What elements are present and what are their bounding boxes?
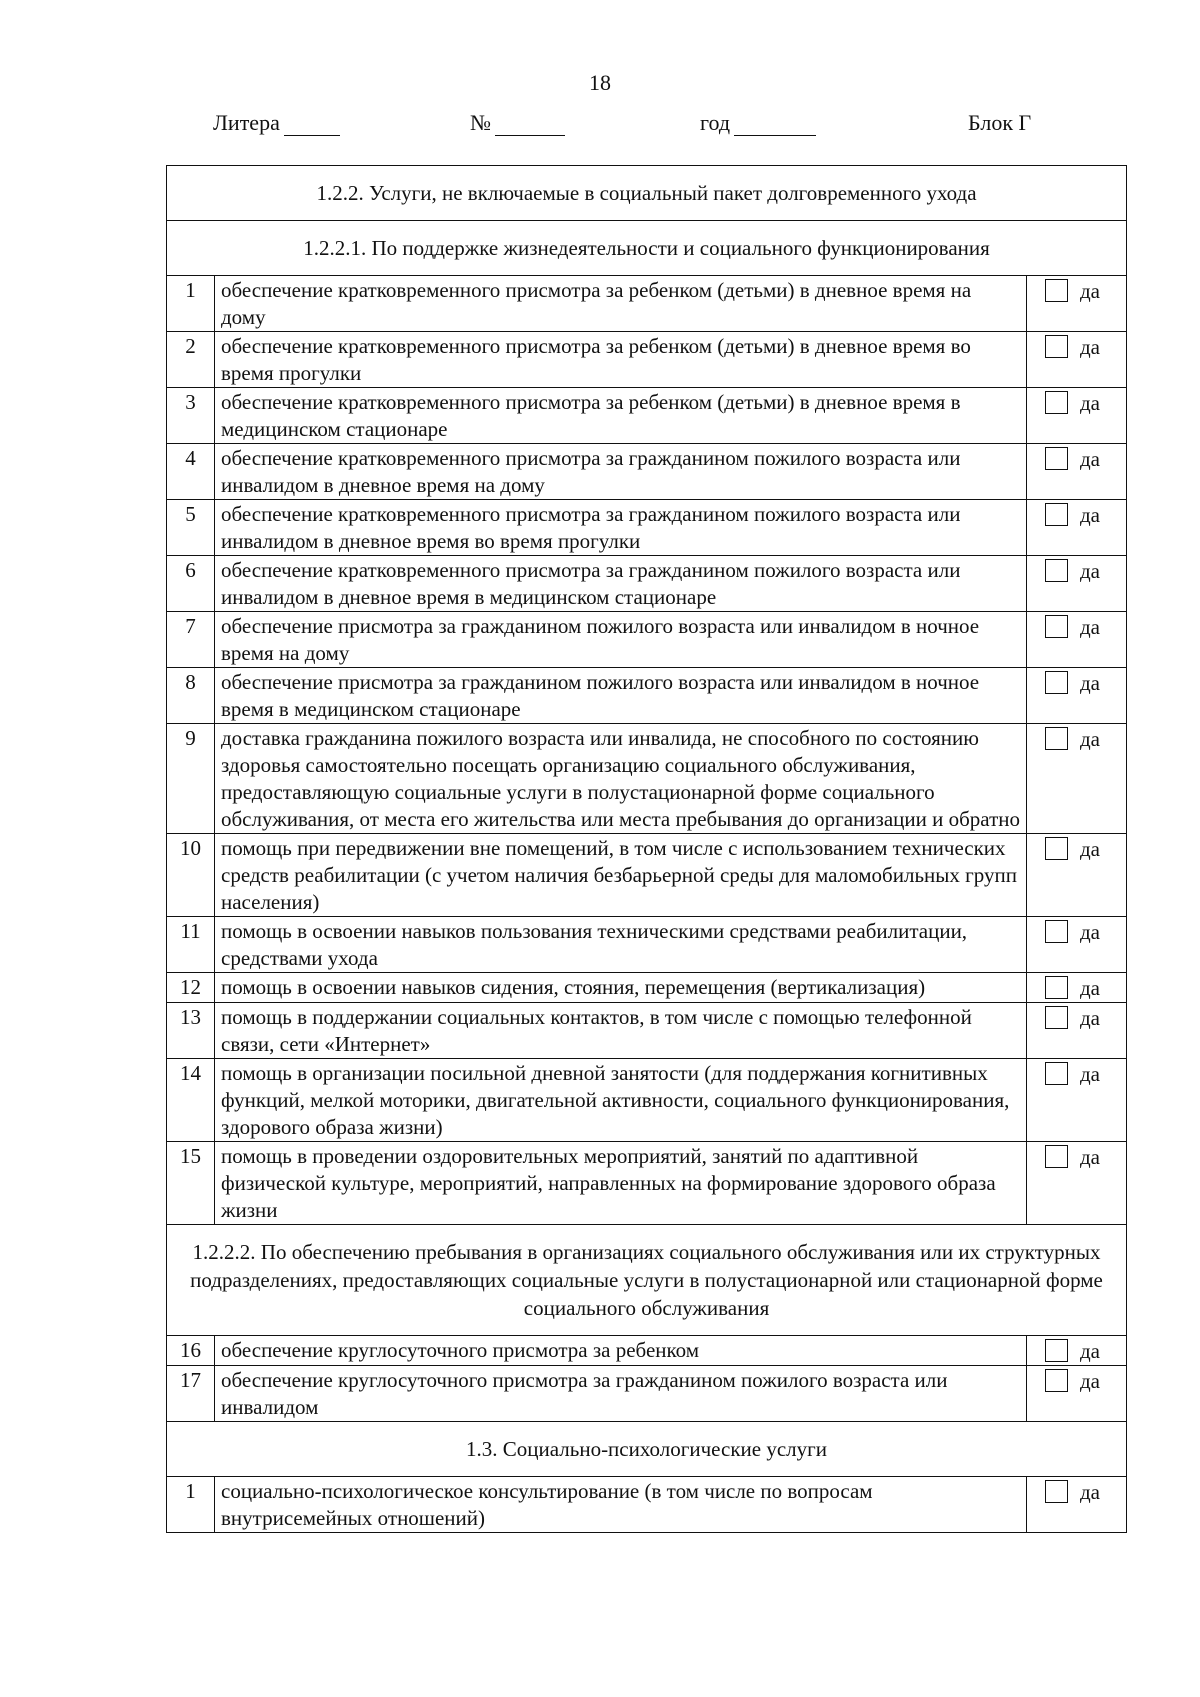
checkbox-cell (1027, 332, 1127, 388)
litera-blank[interactable] (284, 113, 340, 136)
yes-label: да (1080, 447, 1101, 471)
checkbox[interactable] (1045, 279, 1068, 302)
yes-label: да (1080, 503, 1101, 527)
checkbox[interactable] (1045, 503, 1068, 526)
checkbox[interactable] (1045, 391, 1068, 414)
checkbox-cell (1027, 276, 1127, 332)
row-number: 7 (167, 612, 215, 668)
service-row (167, 388, 1127, 444)
service-row (167, 1366, 1127, 1422)
yes-label: да (1080, 976, 1101, 1000)
number-field (470, 110, 565, 136)
yes-label: да (1080, 727, 1101, 751)
row-number: 9 (167, 724, 215, 834)
service-row (167, 444, 1127, 500)
service-row (167, 917, 1127, 973)
yes-label: да (1080, 1006, 1101, 1030)
row-number: 13 (167, 1003, 215, 1059)
checkbox[interactable] (1045, 1339, 1068, 1362)
services-table-body (167, 166, 1127, 1533)
service-description: обеспечение кратковременного присмотра за ребенком (детьми) в дневное время во время прогулки (215, 332, 1027, 388)
service-row (167, 1336, 1127, 1366)
checkbox[interactable] (1045, 727, 1068, 750)
checkbox-cell (1027, 1142, 1127, 1225)
checkbox-cell (1027, 556, 1127, 612)
checkbox-cell (1027, 917, 1127, 973)
yes-label: да (1080, 837, 1101, 861)
service-description: обеспечение присмотра за гражданином пожилого возраста или инвалидом в ночное время на дому (215, 612, 1027, 668)
service-description: обеспечение кратковременного присмотра за ребенком (детьми) в дневное время на дому (215, 276, 1027, 332)
yes-label: да (1080, 671, 1101, 695)
service-description: обеспечение круглосуточного присмотра за ребенком (215, 1336, 1027, 1366)
checkbox[interactable] (1045, 976, 1068, 999)
row-number: 14 (167, 1059, 215, 1142)
checkbox-cell (1027, 724, 1127, 834)
services-table (166, 165, 1127, 1533)
row-number: 5 (167, 500, 215, 556)
litera-label: Литера (213, 110, 280, 135)
checkbox[interactable] (1045, 447, 1068, 470)
section-title: 1.3. Социально-психологические услуги (167, 1422, 1127, 1477)
yes-label: да (1080, 391, 1101, 415)
checkbox-cell (1027, 444, 1127, 500)
checkbox[interactable] (1045, 837, 1068, 860)
service-description: обеспечение кратковременного присмотра за ребенком (детьми) в дневное время в медицинском стационаре (215, 388, 1027, 444)
checkbox[interactable] (1045, 920, 1068, 943)
service-description: обеспечение присмотра за гражданином пожилого возраста или инвалидом в ночное время в медицинском стационаре (215, 668, 1027, 724)
checkbox-cell (1027, 612, 1127, 668)
section-title: 1.2.2. Услуги, не включаемые в социальный пакет долговременного ухода (167, 166, 1127, 221)
section-row (167, 1422, 1127, 1477)
row-number: 2 (167, 332, 215, 388)
checkbox-cell (1027, 834, 1127, 917)
yes-label: да (1080, 1480, 1101, 1504)
row-number: 8 (167, 668, 215, 724)
row-number: 17 (167, 1366, 215, 1422)
yes-label: да (1080, 920, 1101, 944)
checkbox-cell (1027, 388, 1127, 444)
service-description: обеспечение круглосуточного присмотра за гражданином пожилого возраста или инвалидом (215, 1366, 1027, 1422)
checkbox-cell (1027, 1477, 1127, 1533)
service-description: обеспечение кратковременного присмотра за гражданином пожилого возраста или инвалидом в дневное время на дому (215, 444, 1027, 500)
checkbox-cell (1027, 500, 1127, 556)
section-title: 1.2.2.2. По обеспечению пребывания в организациях социального обслуживания или их структурных подразделениях, предоставляющих социальные услуги в полустационарной или стационарной форме социального обслуживания (167, 1225, 1127, 1336)
block-label: Блок Г (968, 110, 1032, 135)
service-row (167, 1477, 1127, 1533)
yes-label: да (1080, 1145, 1101, 1169)
yes-label: да (1080, 1369, 1101, 1393)
service-row (167, 556, 1127, 612)
checkbox[interactable] (1045, 1062, 1068, 1085)
service-description: помощь в освоении навыков сидения, стояния, перемещения (вертикализация) (215, 973, 1027, 1003)
service-row (167, 834, 1127, 917)
service-row (167, 724, 1127, 834)
service-row (167, 612, 1127, 668)
row-number: 16 (167, 1336, 215, 1366)
checkbox-cell (1027, 668, 1127, 724)
yes-label: да (1080, 1339, 1101, 1363)
section-row (167, 166, 1127, 221)
row-number: 15 (167, 1142, 215, 1225)
service-row (167, 276, 1127, 332)
row-number: 12 (167, 973, 215, 1003)
checkbox[interactable] (1045, 1480, 1068, 1503)
checkbox[interactable] (1045, 1145, 1068, 1168)
yes-label: да (1080, 559, 1101, 583)
checkbox-cell (1027, 1059, 1127, 1142)
yes-label: да (1080, 1062, 1101, 1086)
checkbox[interactable] (1045, 335, 1068, 358)
checkbox-cell (1027, 1003, 1127, 1059)
section-row (167, 221, 1127, 276)
checkbox-cell (1027, 1336, 1127, 1366)
checkbox[interactable] (1045, 559, 1068, 582)
service-description: доставка гражданина пожилого возраста или инвалида, не способного по состоянию здоровья самостоятельно посещать организацию социального обслуживания, предоставляющую социальные услуги в полустационарной форме социального обслуживания, от места его жительства или места пребывания до организации и обратно (215, 724, 1027, 834)
service-row (167, 500, 1127, 556)
row-number: 1 (167, 276, 215, 332)
row-number: 6 (167, 556, 215, 612)
service-row (167, 1003, 1127, 1059)
row-number: 4 (167, 444, 215, 500)
year-blank[interactable] (734, 113, 816, 136)
year-label: год (700, 110, 731, 135)
section-row (167, 1225, 1127, 1336)
service-description: помощь в организации посильной дневной занятости (для поддержания когнитивных функций, мелкой моторики, двигательной активности, социального функционирования, здорового образа жизни) (215, 1059, 1027, 1142)
service-row (167, 668, 1127, 724)
checkbox[interactable] (1045, 1006, 1068, 1029)
yes-label: да (1080, 615, 1101, 639)
yes-label: да (1080, 335, 1101, 359)
row-number: 11 (167, 917, 215, 973)
litera-field (213, 110, 340, 136)
year-field (700, 110, 816, 136)
number-blank[interactable] (495, 113, 565, 136)
service-row (167, 332, 1127, 388)
service-description: помощь при передвижении вне помещений, в том числе с использованием технических средств реабилитации (с учетом наличия безбарьерной среды для маломобильных групп населения) (215, 834, 1027, 917)
checkbox-cell (1027, 1366, 1127, 1422)
row-number: 10 (167, 834, 215, 917)
service-description: обеспечение кратковременного присмотра за гражданином пожилого возраста или инвалидом в дневное время во время прогулки (215, 500, 1027, 556)
service-description: социально-психологическое консультирование (в том числе по вопросам внутрисемейных отношений) (215, 1477, 1027, 1533)
service-description: помощь в освоении навыков пользования техническими средствами реабилитации, средствами ухода (215, 917, 1027, 973)
service-row (167, 1142, 1127, 1225)
checkbox[interactable] (1045, 615, 1068, 638)
service-row (167, 973, 1127, 1003)
checkbox[interactable] (1045, 1369, 1068, 1392)
number-label: № (470, 110, 491, 135)
row-number: 3 (167, 388, 215, 444)
yes-label: да (1080, 279, 1101, 303)
form-header (0, 110, 1200, 140)
checkbox[interactable] (1045, 671, 1068, 694)
checkbox-cell (1027, 973, 1127, 1003)
service-description: помощь в поддержании социальных контактов, в том числе с помощью телефонной связи, сети «Интернет» (215, 1003, 1027, 1059)
service-description: помощь в проведении оздоровительных мероприятий, занятий по адаптивной физической культуре, мероприятий, направленных на формирование здорового образа жизни (215, 1142, 1027, 1225)
page-number: 18 (589, 70, 611, 95)
section-title: 1.2.2.1. По поддержке жизнедеятельности и социального функционирования (167, 221, 1127, 276)
service-row (167, 1059, 1127, 1142)
service-description: обеспечение кратковременного присмотра за гражданином пожилого возраста или инвалидом в дневное время в медицинском стационаре (215, 556, 1027, 612)
row-number: 1 (167, 1477, 215, 1533)
